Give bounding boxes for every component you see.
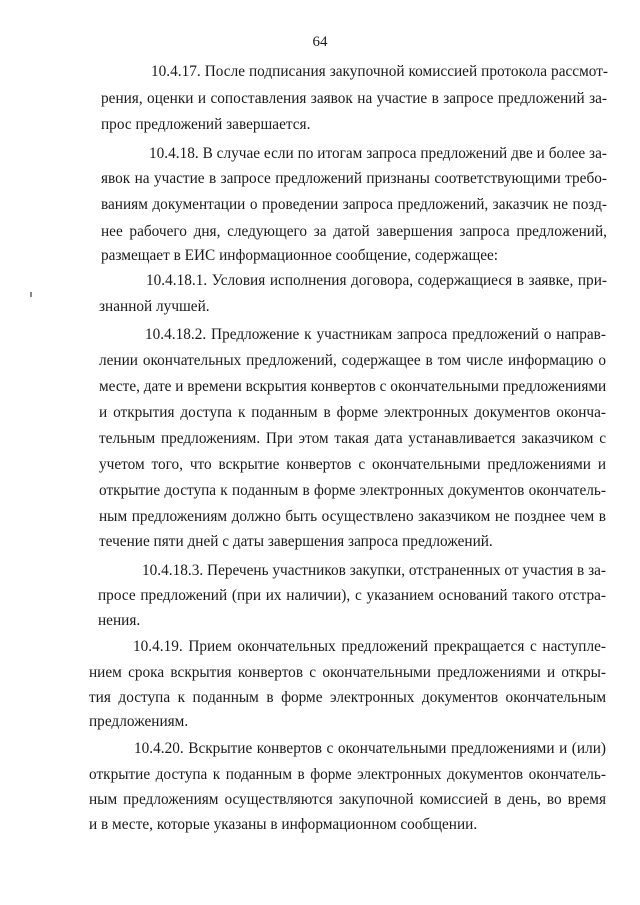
page-number: 64 xyxy=(312,34,328,50)
text-line: ным предложениям осуществляются закупочной комиссией в день, во время xyxy=(89,791,606,808)
text-line: рения, оценки и сопоставления заявок на участие в запросе предложений за- xyxy=(101,90,607,107)
text-line: 10.4.17. После подписания закупочной комиссией протокола рассмот- xyxy=(151,63,608,80)
text-line: учетом того, что вскрытие конвертов с окончательными предложениями и xyxy=(99,456,606,473)
text-line: явок на участие в запросе предложений признаны соответствующими требо- xyxy=(101,170,607,187)
text-line: тия доступа к поданным в форме электронных документов окончательным xyxy=(89,689,606,706)
text-line: нения. xyxy=(98,612,141,629)
text-line: ваниям документации о проведении запроса предложений, заказчик не позд- xyxy=(101,196,607,213)
text-line: прос предложений завершается. xyxy=(101,116,311,133)
text-line: 10.4.18. В случае если по итогам запроса предложений две и более за- xyxy=(149,145,607,162)
text-line: течение пяти дней с даты завершения запроса предложений. xyxy=(99,533,493,550)
text-line: открытие доступа к поданным в форме электронных документов окончатель- xyxy=(89,766,606,783)
text-line: размещает в ЕИС информационное сообщение, содержащее: xyxy=(101,247,499,264)
text-line: 10.4.18.1. Условия исполнения договора, содержащиеся в заявке, при- xyxy=(146,272,607,289)
text-line: предложениям. xyxy=(89,713,189,730)
scan-speck xyxy=(30,292,32,297)
text-line: тельным предложениям. При этом такая дата устанавливается заказчиком с xyxy=(99,430,606,447)
text-line: 10.4.18.3. Перечень участников закупки, отстраненных от участия в за- xyxy=(142,562,606,579)
text-line: нее рабочего дня, следующего за датой завершения запроса предложений, xyxy=(101,223,607,240)
text-line: нием срока вскрытия конвертов с окончательными предложениями и откры- xyxy=(89,664,606,681)
text-line: просе предложений (при их наличии), с указанием оснований такого отстра- xyxy=(98,587,606,604)
text-line: 10.4.20. Вскрытие конвертов с окончательными предложениями и (или) xyxy=(134,740,606,757)
text-line: открытие доступа к поданным в форме электронных документов окончатель- xyxy=(99,482,606,499)
text-line: лении окончательных предложений, содержащее в том числе информацию о xyxy=(99,352,606,369)
text-line: 10.4.19. Прием окончательных предложений прекращается с наступле- xyxy=(133,638,606,655)
text-line: знанной лучшей. xyxy=(99,298,210,315)
text-line: ным предложениям должно быть осуществлено заказчиком не позднее чем в xyxy=(99,508,606,525)
text-line: и в месте, которые указаны в информационном сообщении. xyxy=(89,816,478,833)
text-line: и открытия доступа к поданным в форме электронных документов оконча- xyxy=(99,404,606,421)
text-line: месте, дате и времени вскрытия конвертов с окончательными предложениями xyxy=(99,378,607,395)
text-line: 10.4.18.2. Предложение к участникам запроса предложений о направ- xyxy=(145,326,606,343)
